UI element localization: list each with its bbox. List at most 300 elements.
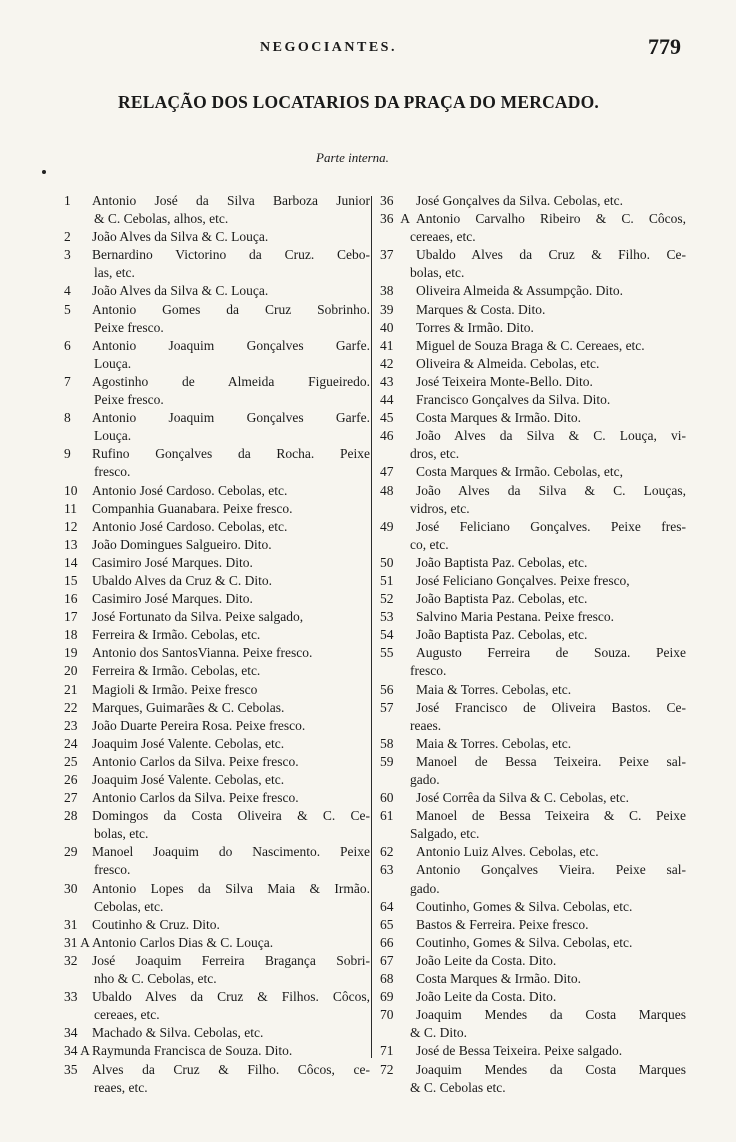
- list-item: [380, 1042, 686, 1060]
- entry-number: 16: [64, 591, 78, 607]
- entry-continuation: dros, etc.: [410, 446, 460, 462]
- list-item: [64, 572, 370, 590]
- list-item: [64, 590, 370, 608]
- entry-text: Antonio Carlos Dias & C. Louça.: [92, 934, 274, 950]
- entry-text: Raymunda Francisca de Souza. Dito.: [92, 1043, 293, 1059]
- entry-text: Magioli & Irmão. Peixe fresco: [92, 681, 258, 697]
- entry-text: Manoel de Bessa Teixeira & C. Peixe: [416, 808, 686, 824]
- entry-line: [64, 916, 370, 934]
- entry-continuation: Peixe fresco.: [94, 319, 164, 335]
- entry-continuation: co, etc.: [410, 536, 449, 552]
- entry-line: [380, 409, 686, 427]
- entry-number: 11: [64, 500, 77, 516]
- list-item: [380, 753, 686, 789]
- list-item: [64, 409, 370, 445]
- entry-text: Francisco Gonçalves da Silva. Dito.: [416, 392, 611, 408]
- entry-number: 29: [64, 844, 78, 860]
- list-item: [64, 246, 370, 282]
- entry-number: 58: [380, 735, 394, 751]
- entry-text: Joaquim Mendes da Costa Marques: [416, 1061, 686, 1077]
- entry-number: 4: [64, 283, 71, 299]
- entry-number: 32: [64, 952, 78, 968]
- list-item: [64, 681, 370, 699]
- entry-line: [380, 916, 686, 934]
- list-item: [64, 916, 370, 934]
- entry-text: Maia & Torres. Cebolas, etc.: [416, 735, 572, 751]
- entry-line: [380, 554, 686, 572]
- entry-text: Coutinho, Gomes & Silva. Cebolas, etc.: [416, 934, 633, 950]
- entry-continuation: Louça.: [94, 428, 132, 444]
- entry-line: [64, 1042, 370, 1060]
- entry-number: 7: [64, 373, 71, 389]
- entry-number: 46: [380, 428, 394, 444]
- entry-number: 43: [380, 373, 394, 389]
- entry-text: João Baptista Paz. Cebolas, etc.: [416, 554, 588, 570]
- entry-text: José de Bessa Teixeira. Peixe salgado.: [416, 1043, 623, 1059]
- entry-line: [380, 463, 686, 481]
- list-item: [64, 1061, 370, 1097]
- entry-number: 28: [64, 808, 78, 824]
- entry-text: Antonio José Cardoso. Cebolas, etc.: [92, 482, 288, 498]
- entry-text: Agostinho de Almeida Figueiredo.: [92, 373, 370, 389]
- entry-text: José Feliciano Gonçalves. Peixe fres-: [416, 518, 686, 534]
- list-item: [380, 1006, 686, 1042]
- entry-line: [380, 590, 686, 608]
- entry-line: [380, 355, 686, 373]
- list-item: [64, 536, 370, 554]
- entry-number: 21: [64, 681, 78, 697]
- list-item: [380, 1061, 686, 1097]
- entry-line: [380, 644, 686, 662]
- list-item: [380, 934, 686, 952]
- list-item: [380, 282, 686, 300]
- entry-line: [380, 807, 686, 825]
- list-item: [64, 988, 370, 1024]
- entry-number: 63: [380, 862, 394, 878]
- entry-line: [64, 301, 370, 319]
- list-item: [380, 409, 686, 427]
- entry-line: [380, 301, 686, 319]
- entry-text: Casimiro José Marques. Dito.: [92, 591, 253, 607]
- entry-line: [380, 608, 686, 626]
- entry-line: [380, 699, 686, 717]
- entry-number: 25: [64, 753, 78, 769]
- entry-line: [380, 518, 686, 536]
- entry-number: 65: [380, 916, 394, 932]
- list-item: [64, 699, 370, 717]
- entry-text: Marques, Guimarães & C. Cebolas.: [92, 699, 285, 715]
- entry-text: Bernardino Victorino da Cruz. Cebo-: [92, 247, 370, 263]
- list-item: [380, 861, 686, 897]
- entry-continuation: gado.: [410, 880, 440, 896]
- entry-text: Salvino Maria Pestana. Peixe fresco.: [416, 609, 614, 625]
- entry-text: João Domingues Salgueiro. Dito.: [92, 536, 272, 552]
- right-column: [380, 192, 686, 1097]
- left-column: [64, 192, 370, 1097]
- entry-text: José Corrêa da Silva & C. Cebolas, etc.: [416, 790, 629, 806]
- entry-line: [64, 988, 370, 1006]
- entry-line: [64, 482, 370, 500]
- entry-number: 49: [380, 518, 394, 534]
- entry-line: [64, 590, 370, 608]
- list-item: [380, 210, 686, 246]
- entry-number: 31 A: [64, 934, 90, 950]
- entry-number: 69: [380, 989, 394, 1005]
- entry-number: 42: [380, 355, 394, 371]
- entry-line: [64, 572, 370, 590]
- entry-number: 36 A: [380, 211, 410, 227]
- list-item: [64, 608, 370, 626]
- entry-line: [380, 898, 686, 916]
- entry-number: 3: [64, 247, 71, 263]
- entry-number: 41: [380, 337, 394, 353]
- entry-number: 31: [64, 916, 78, 932]
- entry-number: 26: [64, 772, 78, 787]
- entry-number: 45: [380, 410, 394, 426]
- list-item: [64, 717, 370, 735]
- entry-line: [64, 337, 370, 355]
- entry-number: 23: [64, 717, 78, 733]
- list-item: [380, 735, 686, 753]
- entry-line: [380, 337, 686, 355]
- list-item: [380, 482, 686, 518]
- entry-text: Manoel de Bessa Teixeira. Peixe sal-: [416, 753, 686, 769]
- entry-line: [380, 988, 686, 1006]
- entry-text: Oliveira Almeida & Assumpção. Dito.: [416, 283, 623, 299]
- entry-line: [380, 282, 686, 300]
- list-item: [380, 644, 686, 680]
- entry-number: 19: [64, 645, 78, 661]
- entry-continuation: Cebolas, etc.: [94, 898, 164, 914]
- entry-line: [380, 1042, 686, 1060]
- entry-number: 20: [64, 663, 78, 679]
- list-item: [64, 807, 370, 843]
- entry-text: Coutinho, Gomes & Silva. Cebolas, etc.: [416, 898, 633, 914]
- entry-number: 72: [380, 1061, 394, 1077]
- entry-continuation: & C. Cebolas, alhos, etc.: [94, 211, 229, 227]
- entry-line: [380, 319, 686, 337]
- entry-number: 1: [64, 193, 71, 208]
- entry-number: 10: [64, 482, 78, 498]
- entry-number: 8: [64, 410, 71, 426]
- entry-number: 14: [64, 554, 78, 570]
- entry-text: José Feliciano Gonçalves. Peixe fresco,: [416, 572, 630, 588]
- entry-text: Ferreira & Irmão. Cebolas, etc.: [92, 663, 261, 679]
- entry-line: [380, 427, 686, 445]
- list-item: [380, 843, 686, 861]
- entry-line: [64, 807, 370, 825]
- list-item: [64, 753, 370, 771]
- entry-text: Coutinho & Cruz. Dito.: [92, 916, 220, 932]
- entry-text: Alves da Cruz & Filho. Côcos, ce-: [92, 1061, 370, 1077]
- list-item: [64, 662, 370, 680]
- entry-number: 6: [64, 337, 71, 353]
- entry-text: Maia & Torres. Cebolas, etc.: [416, 681, 572, 697]
- list-item: [64, 1024, 370, 1042]
- entry-number: 27: [64, 790, 78, 806]
- section-subtitle: Parte interna.: [316, 150, 389, 165]
- entry-line: [380, 391, 686, 409]
- list-item: [380, 301, 686, 319]
- list-item: [380, 373, 686, 391]
- entry-continuation: las, etc.: [94, 265, 135, 281]
- entry-text: Antonio Joaquim Gonçalves Garfe.: [92, 410, 370, 426]
- entry-text: João Baptista Paz. Cebolas, etc.: [416, 627, 588, 643]
- entry-text: Antonio Gomes da Cruz Sobrinho.: [92, 301, 370, 317]
- entry-text: Ubaldo Alves da Cruz & Filhos. Côcos,: [92, 989, 370, 1005]
- entry-text: Companhia Guanabara. Peixe fresco.: [92, 500, 293, 516]
- entry-line: [380, 210, 686, 228]
- entry-text: Casimiro José Marques. Dito.: [92, 554, 253, 570]
- list-item: [380, 988, 686, 1006]
- entry-line: [64, 445, 370, 463]
- entry-number: 40: [380, 319, 394, 335]
- list-item: [380, 807, 686, 843]
- entry-line: [64, 717, 370, 735]
- entry-number: 61: [380, 808, 394, 824]
- list-item: [64, 1042, 370, 1060]
- entry-number: 5: [64, 301, 71, 317]
- list-item: [380, 319, 686, 337]
- list-item: [380, 192, 686, 210]
- entry-text: João Duarte Pereira Rosa. Peixe fresco.: [92, 717, 306, 733]
- entry-text: Oliveira & Almeida. Cebolas, etc.: [416, 355, 600, 371]
- entry-line: [64, 554, 370, 572]
- entry-number: 18: [64, 627, 78, 643]
- entry-number: 64: [380, 898, 394, 914]
- entry-line: [64, 626, 370, 644]
- entry-text: Antonio Joaquim Gonçalves Garfe.: [92, 337, 370, 353]
- entry-text: Joaquim José Valente. Cebolas, etc.: [92, 772, 285, 787]
- list-item: [64, 880, 370, 916]
- entry-number: 51: [380, 572, 394, 588]
- entry-text: Antonio Gonçalves Vieira. Peixe sal-: [416, 862, 686, 878]
- list-item: [380, 699, 686, 735]
- entry-continuation: cereaes, etc.: [410, 229, 476, 245]
- entry-line: [64, 246, 370, 264]
- entry-text: Costa Marques & Irmão. Dito.: [416, 971, 581, 987]
- entry-number: 53: [380, 609, 394, 625]
- entry-number: 55: [380, 645, 394, 661]
- entry-number: 34: [64, 1025, 78, 1041]
- entry-number: 39: [380, 301, 394, 317]
- entry-continuation: nho & C. Cebolas, etc.: [94, 971, 217, 987]
- entry-line: [380, 735, 686, 753]
- entry-number: 13: [64, 536, 78, 552]
- list-item: [64, 282, 370, 300]
- list-item: [380, 246, 686, 282]
- entry-number: 33: [64, 989, 78, 1005]
- list-item: [64, 518, 370, 536]
- entry-text: Ubaldo Alves da Cruz & Filho. Ce-: [416, 247, 686, 263]
- entry-line: [380, 572, 686, 590]
- entry-number: 17: [64, 609, 78, 625]
- entry-text: Torres & Irmão. Dito.: [416, 319, 534, 335]
- entry-line: [64, 880, 370, 898]
- entry-continuation: & C. Dito.: [410, 1025, 468, 1041]
- list-item: [380, 554, 686, 572]
- entry-number: 68: [380, 971, 394, 987]
- list-item: [64, 789, 370, 807]
- entry-number: 2: [64, 229, 71, 245]
- entry-text: Antonio Lopes da Silva Maia & Irmão.: [92, 880, 370, 896]
- list-item: [380, 916, 686, 934]
- entry-text: Costa Marques & Irmão. Cebolas, etc,: [416, 464, 623, 480]
- entry-number: 50: [380, 554, 394, 570]
- entry-number: 12: [64, 518, 78, 534]
- list-item: [380, 572, 686, 590]
- entry-text: José Teixeira Monte-Bello. Dito.: [416, 373, 593, 389]
- entry-number: 54: [380, 627, 394, 643]
- list-item: [380, 391, 686, 409]
- entry-text: José Fortunato da Silva. Peixe salgado,: [92, 609, 304, 625]
- column-divider: [371, 196, 372, 1058]
- entry-line: [380, 681, 686, 699]
- list-item: [380, 518, 686, 554]
- entry-line: [64, 409, 370, 427]
- entry-continuation: Louça.: [94, 355, 132, 371]
- entry-text: Domingos da Costa Oliveira & C. Ce-: [92, 808, 370, 824]
- entry-number: 52: [380, 591, 394, 607]
- entry-continuation: & C. Cebolas etc.: [410, 1079, 506, 1095]
- entry-line: [64, 735, 370, 753]
- entry-number: 59: [380, 753, 394, 769]
- entry-number: 57: [380, 699, 394, 715]
- entry-line: [380, 861, 686, 879]
- entry-line: [64, 1024, 370, 1042]
- entry-line: [64, 608, 370, 626]
- entry-text: José Joaquim Ferreira Bragança Sobri-: [92, 952, 370, 968]
- list-item: [380, 789, 686, 807]
- entry-line: [64, 373, 370, 391]
- entry-line: [64, 662, 370, 680]
- entry-line: [64, 644, 370, 662]
- entry-line: [380, 753, 686, 771]
- list-item: [64, 373, 370, 409]
- entry-line: [380, 934, 686, 952]
- entry-text: Antonio Luiz Alves. Cebolas, etc.: [416, 844, 599, 860]
- entry-line: [64, 934, 370, 952]
- entry-line: [64, 843, 370, 861]
- list-item: [380, 463, 686, 481]
- entry-number: 67: [380, 952, 394, 968]
- list-item: [380, 608, 686, 626]
- entry-line: [64, 228, 370, 246]
- entry-text: Manoel Joaquim do Nascimento. Peixe: [92, 844, 370, 860]
- entry-text: João Alves da Silva & C. Louça.: [92, 229, 269, 245]
- entry-line: [64, 282, 370, 300]
- entry-continuation: gado.: [410, 772, 440, 787]
- entry-line: [64, 1061, 370, 1079]
- list-item: [64, 735, 370, 753]
- entry-line: [380, 246, 686, 264]
- list-item: [380, 590, 686, 608]
- entry-line: [380, 373, 686, 391]
- entry-text: João Alves da Silva & C. Louças,: [416, 482, 686, 498]
- entry-number: 34 A: [64, 1043, 90, 1059]
- entry-continuation: Peixe fresco.: [94, 392, 164, 408]
- entry-text: Antonio Carlos da Silva. Peixe fresco.: [92, 790, 299, 806]
- entry-number: 44: [380, 392, 394, 408]
- entry-continuation: fresco.: [410, 663, 447, 679]
- list-item: [380, 952, 686, 970]
- entry-number: 47: [380, 464, 394, 480]
- list-item: [380, 626, 686, 644]
- entry-number: 37: [380, 247, 394, 263]
- entry-number: 71: [380, 1043, 394, 1059]
- list-item: [64, 934, 370, 952]
- entry-number: 15: [64, 572, 78, 588]
- entry-line: [64, 952, 370, 970]
- entry-line: [380, 192, 686, 210]
- entry-number: 35: [64, 1061, 78, 1077]
- list-item: [64, 771, 370, 789]
- list-item: [64, 337, 370, 373]
- entry-continuation: Salgado, etc.: [410, 826, 480, 842]
- entry-text: Antonio José Cardoso. Cebolas, etc.: [92, 518, 288, 534]
- entry-continuation: bolas, etc.: [410, 265, 465, 281]
- entry-line: [64, 699, 370, 717]
- entry-text: João Baptista Paz. Cebolas, etc.: [416, 591, 588, 607]
- entry-number: 62: [380, 844, 394, 860]
- entry-text: João Leite da Costa. Dito.: [416, 989, 557, 1005]
- list-item: [64, 445, 370, 481]
- entry-text: João Alves da Silva & C. Louça, vi-: [416, 428, 686, 444]
- entry-line: [380, 789, 686, 807]
- list-item: [380, 898, 686, 916]
- page-number: 779: [648, 34, 681, 59]
- list-item: [380, 970, 686, 988]
- entry-text: Marques & Costa. Dito.: [416, 301, 546, 317]
- entry-line: [64, 681, 370, 699]
- list-item: [380, 337, 686, 355]
- entry-text: Machado & Silva. Cebolas, etc.: [92, 1025, 264, 1041]
- entry-text: Augusto Ferreira de Souza. Peixe: [416, 645, 686, 661]
- list-item: [64, 192, 370, 228]
- list-item: [380, 681, 686, 699]
- entry-text: José Gonçalves da Silva. Cebolas, etc.: [416, 193, 623, 208]
- entry-text: Antonio Carvalho Ribeiro & C. Côcos,: [416, 211, 686, 227]
- entry-line: [380, 1006, 686, 1024]
- entry-number: 48: [380, 482, 394, 498]
- entry-line: [64, 753, 370, 771]
- list-item: [380, 355, 686, 373]
- entry-text: Antonio Carlos da Silva. Peixe fresco.: [92, 753, 299, 769]
- entry-number: 30: [64, 880, 78, 896]
- entry-text: João Alves da Silva & C. Louça.: [92, 283, 269, 299]
- entry-text: Bastos & Ferreira. Peixe fresco.: [416, 916, 589, 932]
- entry-text: Joaquim Mendes da Costa Marques: [416, 1007, 686, 1023]
- entry-line: [380, 843, 686, 861]
- entry-line: [64, 771, 370, 789]
- entry-number: 60: [380, 790, 394, 806]
- entry-line: [380, 626, 686, 644]
- entry-text: Joaquim José Valente. Cebolas, etc.: [92, 735, 285, 751]
- entry-text: Ferreira & Irmão. Cebolas, etc.: [92, 627, 261, 643]
- entry-text: Antonio José da Silva Barboza Junior: [92, 193, 370, 208]
- entry-line: [64, 192, 370, 210]
- entry-number: 66: [380, 934, 394, 950]
- entry-line: [64, 536, 370, 554]
- entry-number: 9: [64, 446, 71, 462]
- entry-line: [380, 482, 686, 500]
- entry-number: 36: [380, 193, 394, 208]
- entry-line: [64, 789, 370, 807]
- list-item: [380, 427, 686, 463]
- entry-text: Rufino Gonçalves da Rocha. Peixe: [92, 446, 370, 462]
- entry-continuation: vidros, etc.: [410, 500, 470, 516]
- entry-continuation: bolas, etc.: [94, 826, 149, 842]
